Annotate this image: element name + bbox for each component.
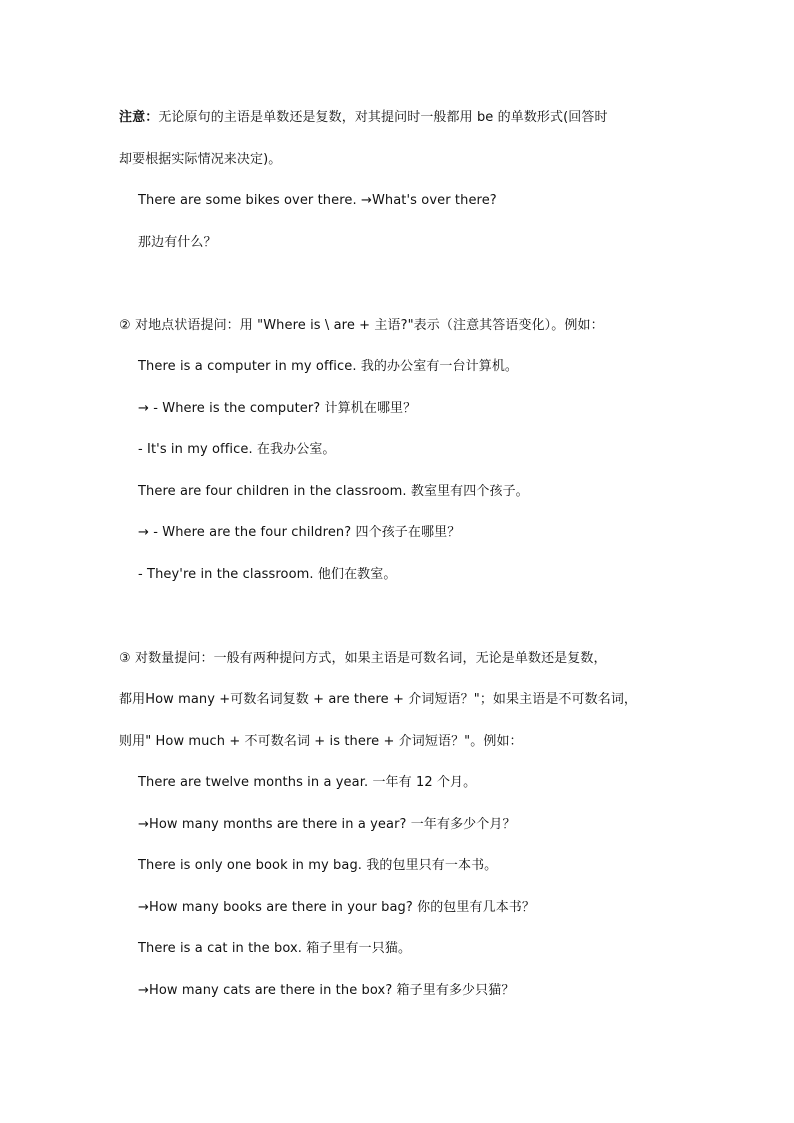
section2-line: → - Where are the four children? 四个孩子在哪里？ — [138, 525, 461, 540]
section3-line: There is only one book in my bag. 我的包里只有一本书。 — [138, 858, 498, 873]
section2-heading: ② 对地点状语提问：用 "Where is \ are + 主语?"表示（注意其答语变化）。例如： — [119, 318, 604, 333]
section2-line: - It's in my office. 在我办公室。 — [138, 442, 336, 457]
note-line-1 — [119, 109, 608, 127]
section2-line: There are four children in the classroom. 教室里有四个孩子。 — [138, 484, 529, 499]
section3-heading-1: ③ 对数量提问：一般有两种提问方式，如果主语是可数名词，无论是单数还是复数， — [119, 651, 607, 666]
section3-heading-2: 都用How many +可数名词复数 + are there + 介词短语？"；如果主语是不可数名词， — [119, 692, 638, 707]
note-label: 注意： — [119, 110, 159, 125]
note-line-2: 却要根据实际情况来决定)。 — [119, 152, 282, 167]
section3-line: There is a cat in the box. 箱子里有一只猫。 — [138, 941, 412, 956]
section3-line: →How many cats are there in the box? 箱子里有多少只猫？ — [138, 983, 515, 998]
note-example-en: There are some bikes over there. →What's over there? — [138, 193, 497, 208]
section3-line: →How many books are there in your bag? 你的包里有几本书？ — [138, 900, 536, 915]
section3-heading-3: 则用" How much + 不可数名词 + is there + 介词短语？"。例如： — [119, 734, 523, 749]
section3-line: →How many months are there in a year? 一年有多少个月？ — [138, 817, 516, 832]
section3-line: There are twelve months in a year. 一年有 12 个月。 — [138, 775, 477, 790]
note-example-zh: 那边有什么？ — [138, 235, 217, 250]
section2-line: → - Where is the computer? 计算机在哪里？ — [138, 401, 417, 416]
section2-line: There is a computer in my office. 我的办公室有一台计算机。 — [138, 359, 519, 374]
note-text-1: 无论原句的主语是单数还是复数，对其提问时一般都用 be 的单数形式(回答时 — [158, 110, 608, 125]
section2-line: - They're in the classroom. 他们在教室。 — [138, 567, 397, 582]
